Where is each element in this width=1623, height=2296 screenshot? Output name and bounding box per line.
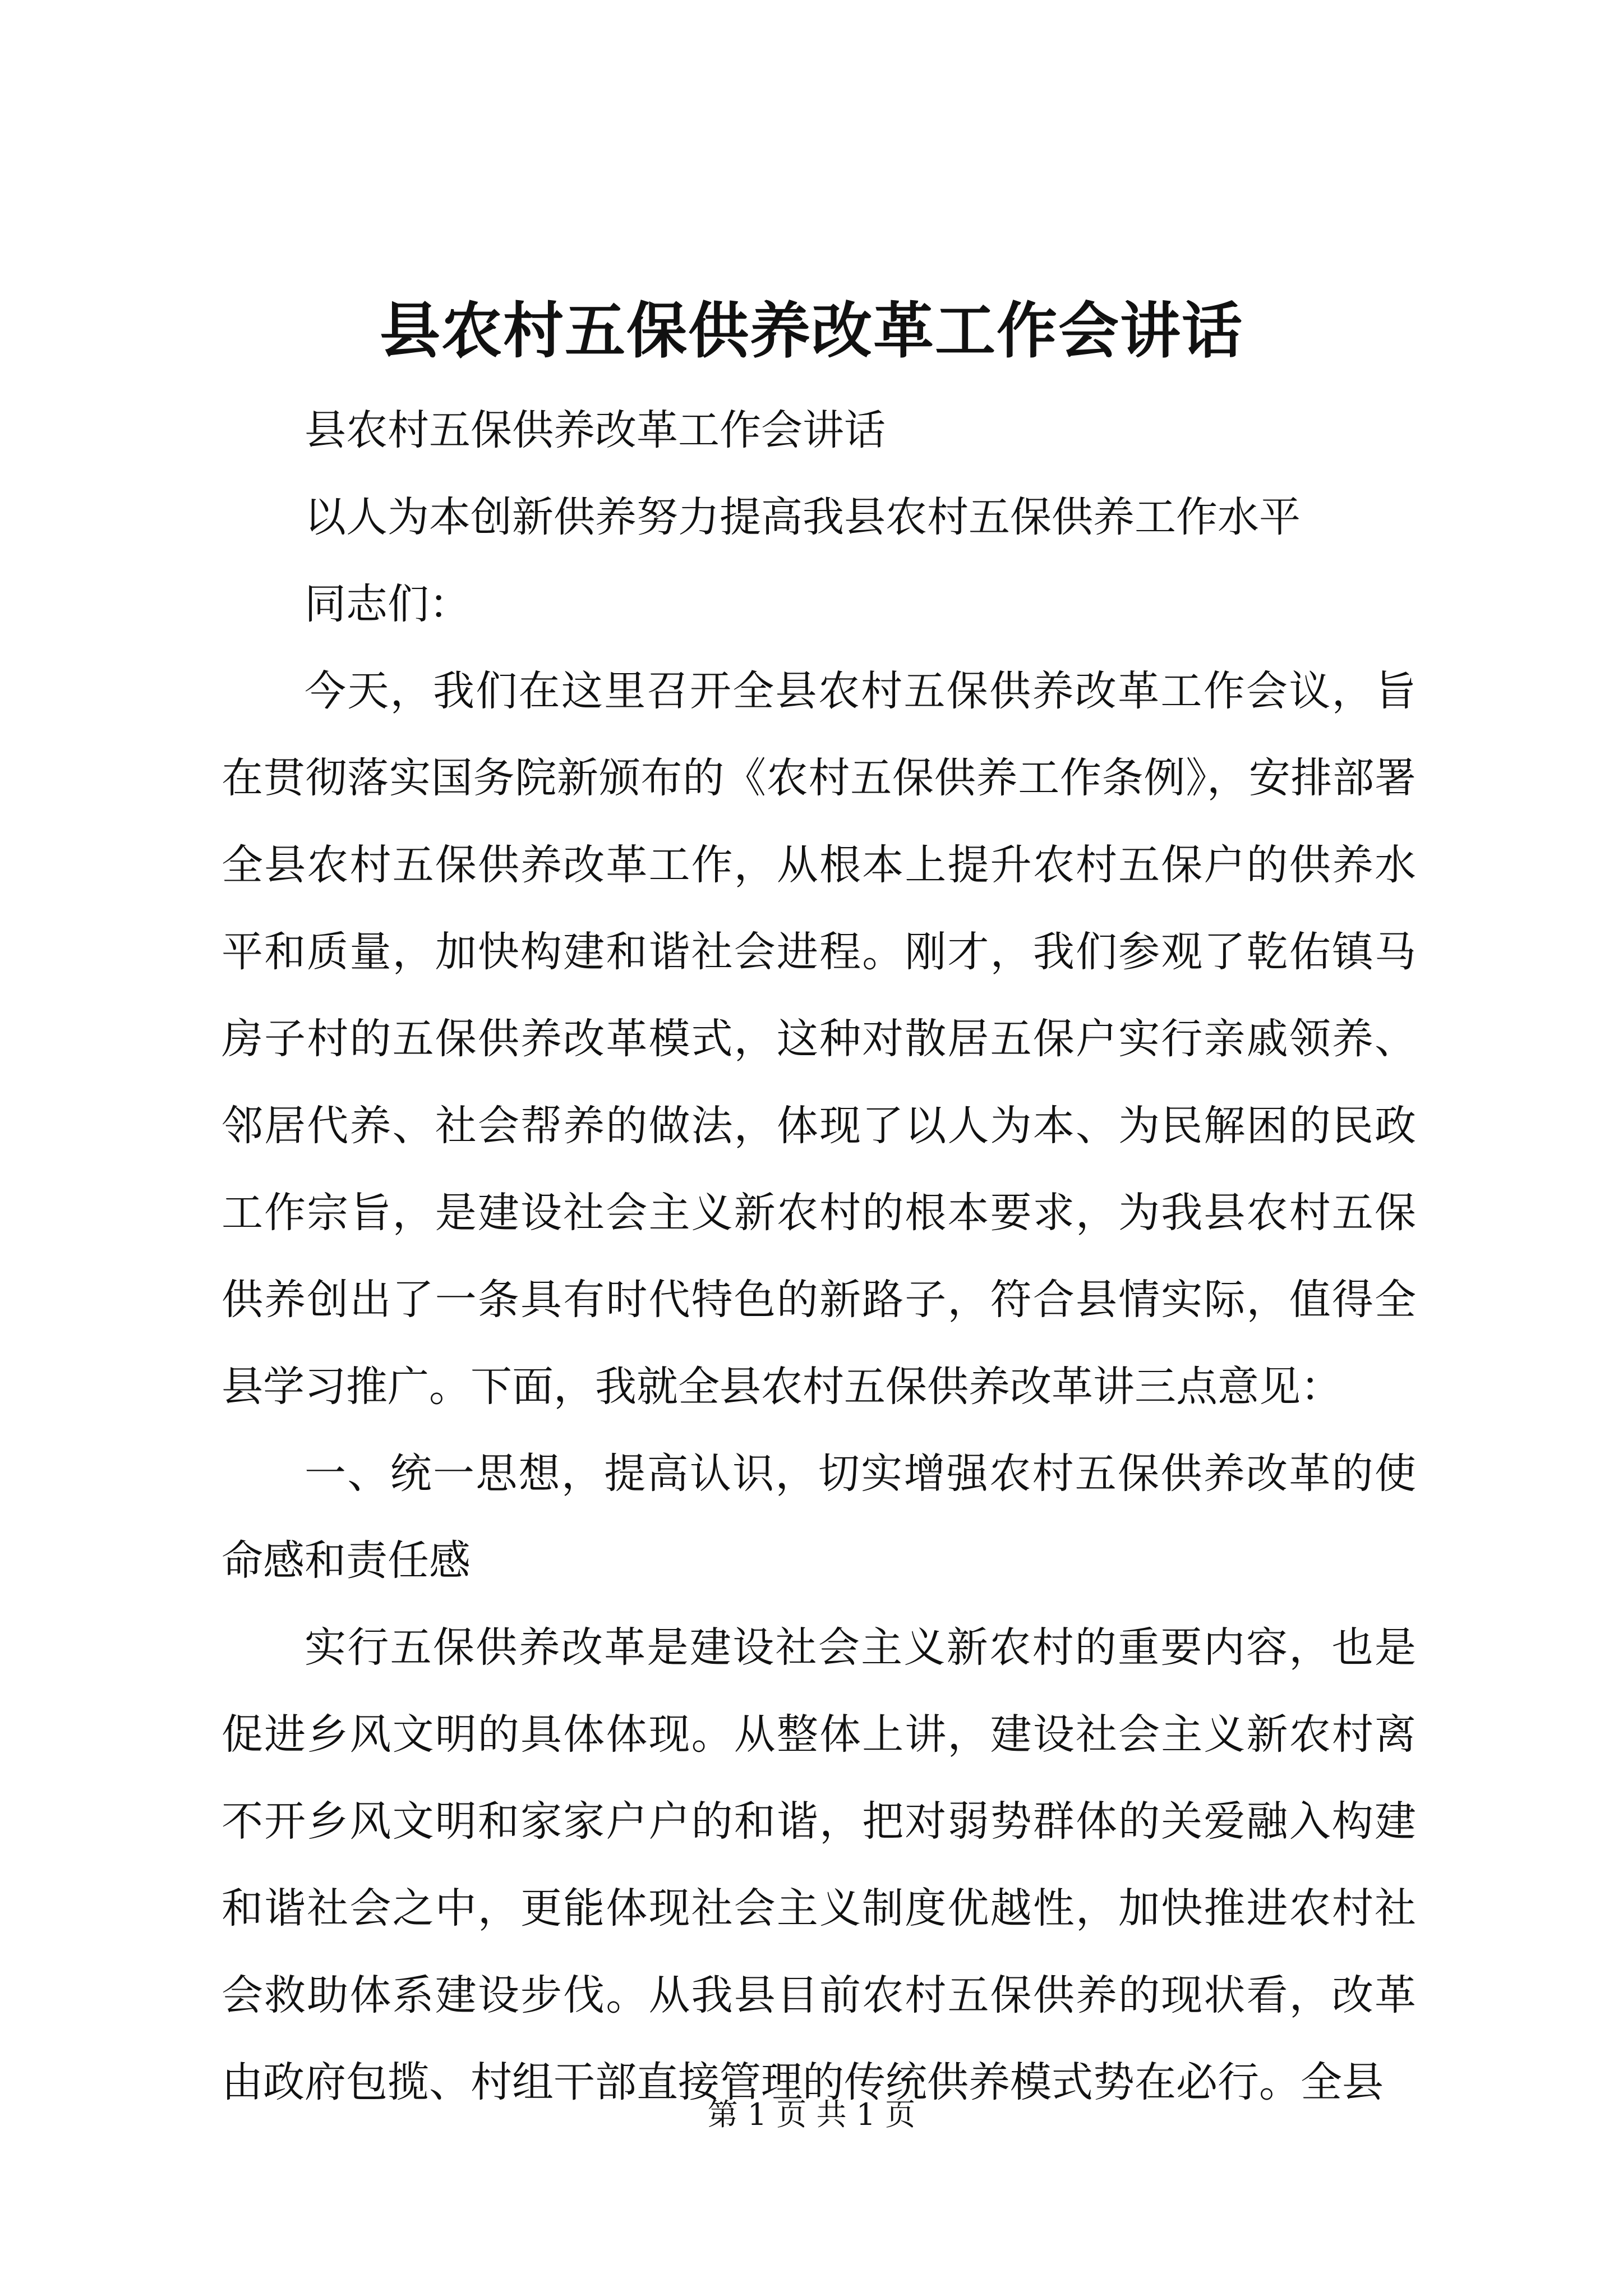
paragraph-theme: 以人为本创新供养努力提高我县农村五保供养工作水平 bbox=[305, 493, 1301, 541]
paragraph-intro: 今天，我们在这里召开全县农村五保供养改革工作会议，旨在贯彻落实国务院新颁布的《农村五保供养工作条例》，安排部署全县农村五保供养改革工作，从根本上提升农村五保户的供养水平和质量，加快构建和谐社会进程。刚才，我们参观了乾佑镇马房子村的五保供养改革模式，这种对散居五保户实行亲戚领养、邻居代养、社会帮养的做法，体现了以人为本、为民解困的民政工作宗旨，是建设社会主义新农村的根本要求，为我县农村五保供养创出了一条具有时代特色的新路子，符合县情实际，值得全县学习推广。下面，我就全县农村五保供养改革讲三点意见： bbox=[222, 667, 1416, 1411]
document-title: 县农村五保供养改革工作会讲话 bbox=[379, 296, 1243, 366]
paragraph-heading-1: 一、统一思想，提高认识，切实增强农村五保供养改革的使命感和责任感 bbox=[222, 1450, 1416, 1585]
paragraph-body-1: 实行五保供养改革是建设社会主义新农村的重要内容，也是促进乡风文明的具体体现。从整体上讲，建设社会主义新农村离不开乡风文明和家家户户的和谐，把对弱势群体的关爱融入构建和谐社会之中，更能体现社会主义制度优越性，加快推进农村社会救助体系建设步伐。从我县目前农村五保供养的现状看，改革由政府包揽、村组干部直接管理的传统供养模式势在必行。全县 bbox=[222, 1623, 1416, 2106]
paragraph-subtitle: 县农村五保供养改革工作会讲话 bbox=[305, 406, 886, 454]
page-footer: 第 1 页 共 1 页 bbox=[707, 2097, 916, 2132]
paragraph-salutation: 同志们： bbox=[305, 580, 471, 628]
document-body bbox=[222, 387, 1416, 2126]
